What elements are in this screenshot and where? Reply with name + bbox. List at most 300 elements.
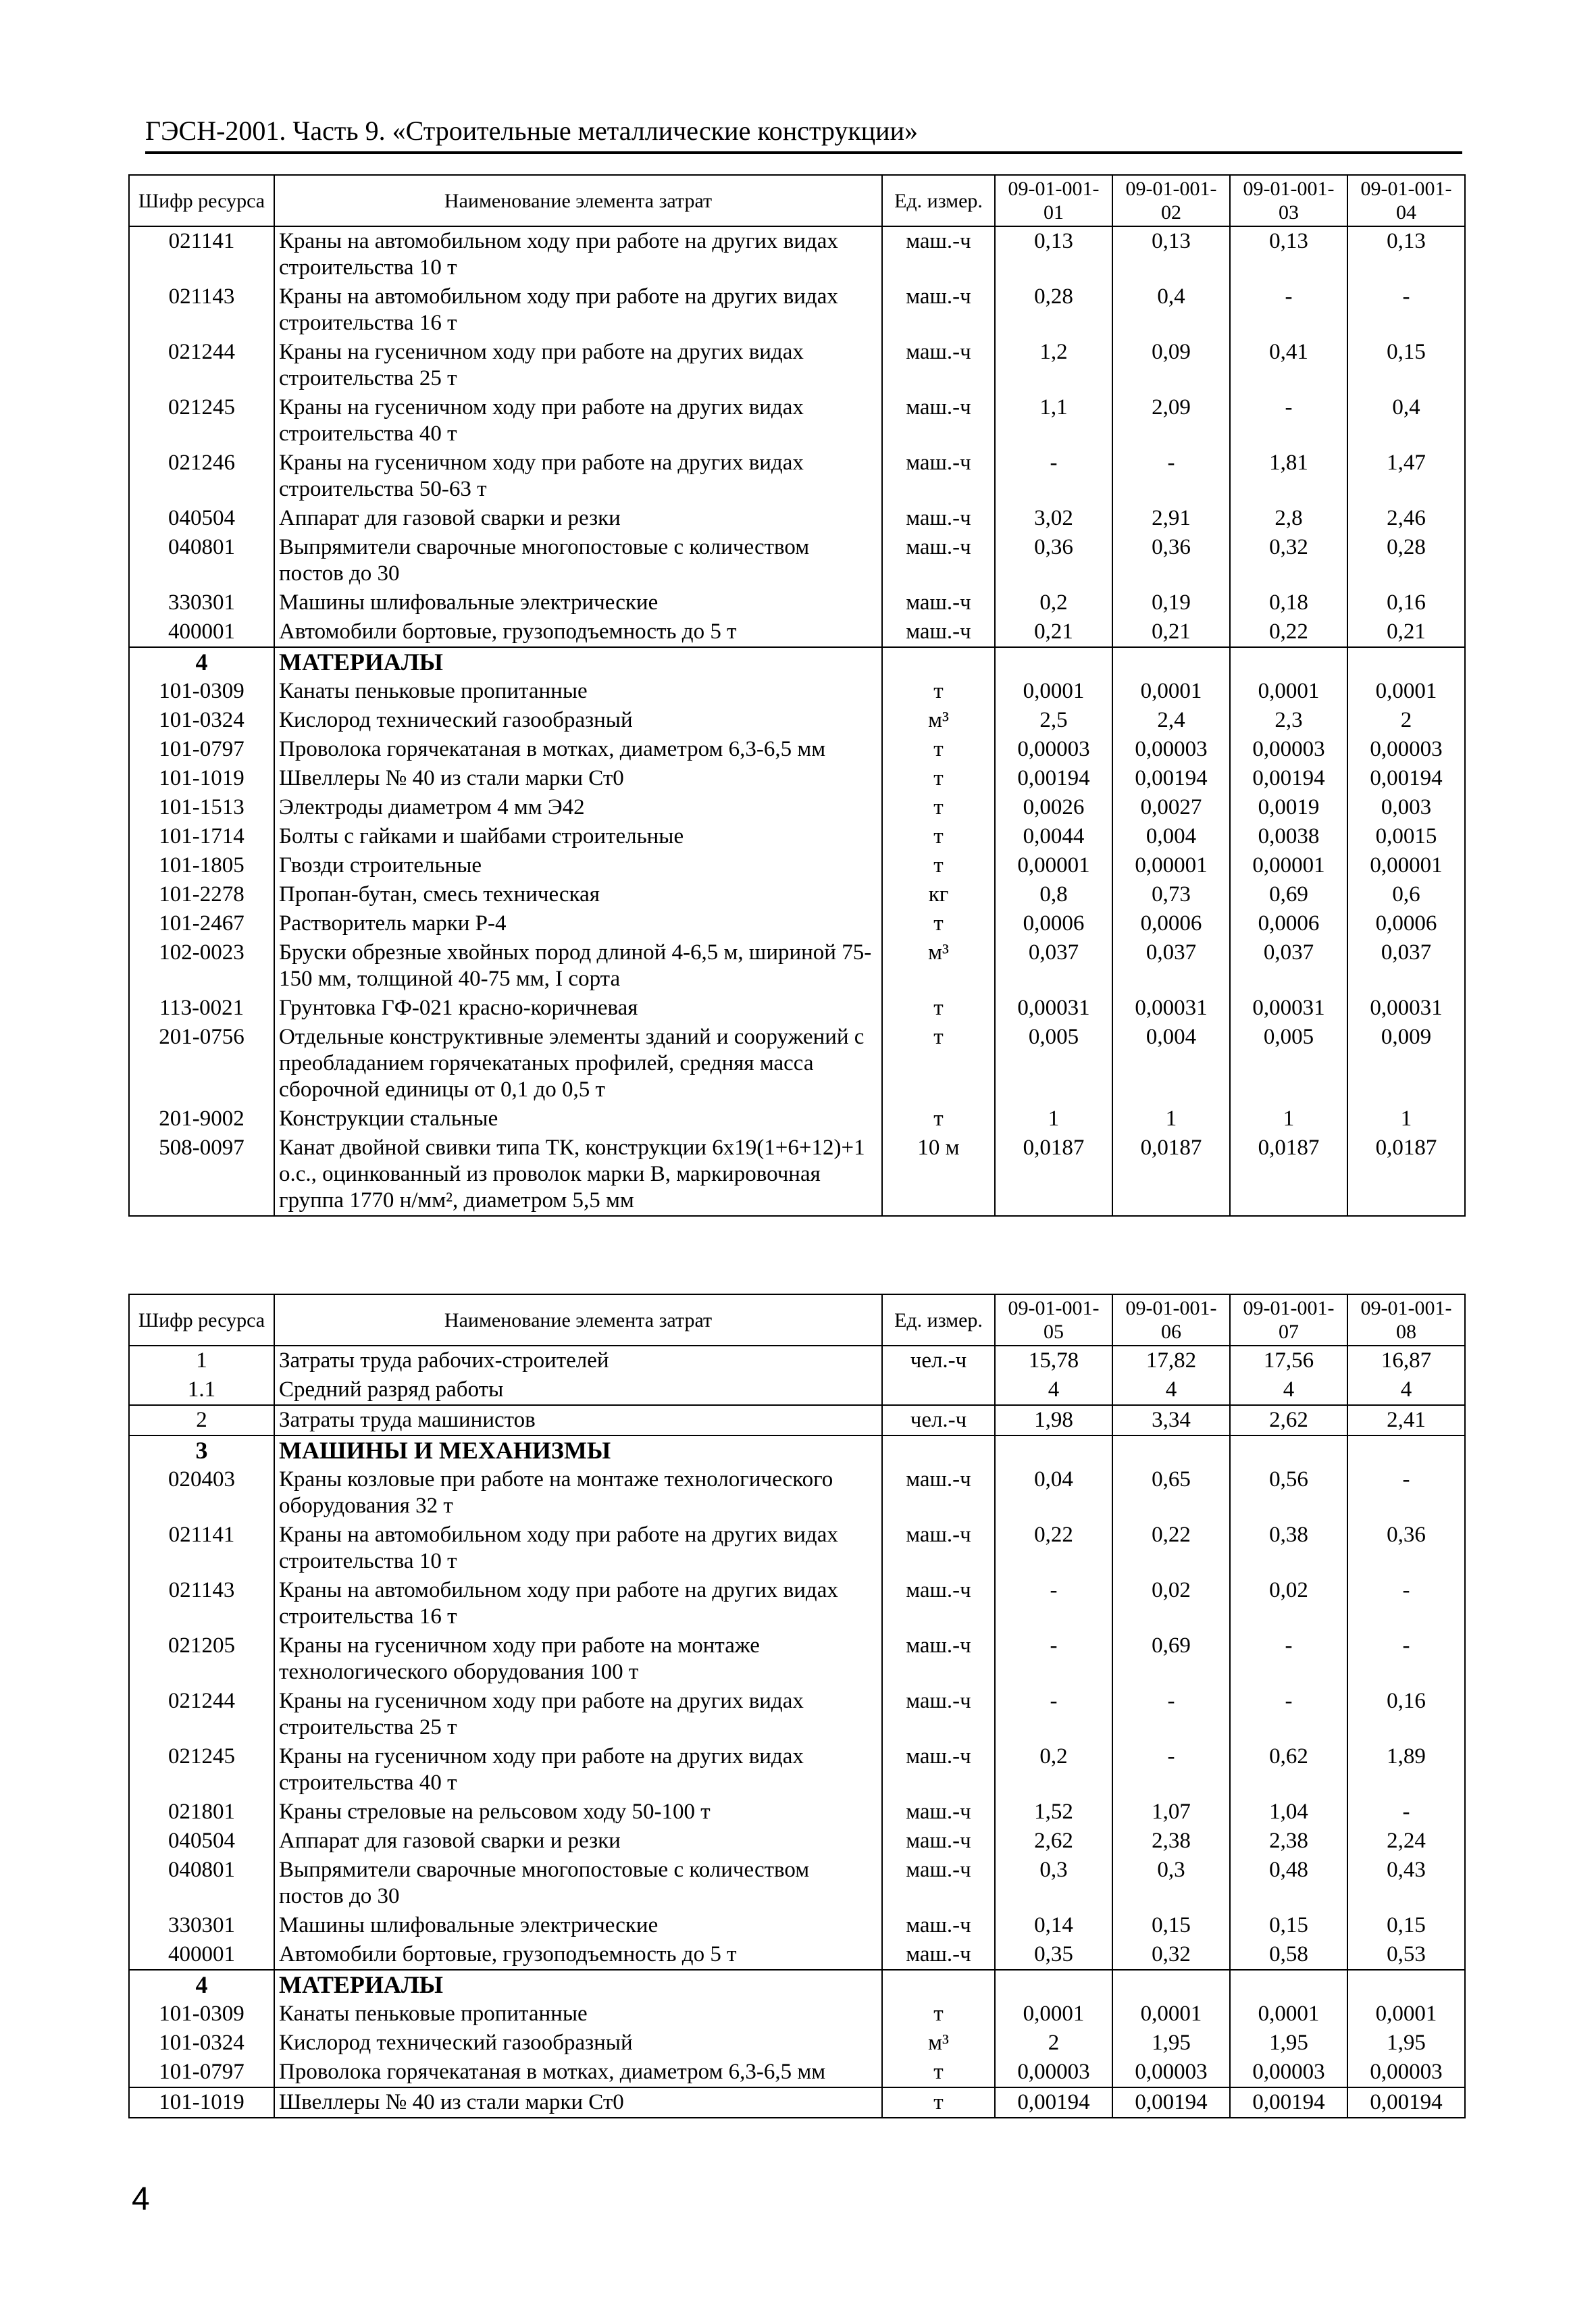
resource-code: 021141	[129, 226, 274, 282]
value-cell-1: 0,36	[995, 533, 1112, 588]
value-cell-3: 0,58	[1230, 1940, 1347, 1970]
value-cell-1: -	[995, 449, 1112, 504]
unit-cell: т	[882, 1023, 995, 1104]
unit-cell: маш.-ч	[882, 617, 995, 647]
resource-code: 021205	[129, 1631, 274, 1687]
value-cell-2: 17,82	[1112, 1346, 1230, 1375]
unit-cell: маш.-ч	[882, 1742, 995, 1798]
resource-name: Конструкции стальные	[274, 1104, 882, 1134]
section-title: МАШИНЫ И МЕХАНИЗМЫ	[274, 1435, 882, 1465]
resource-table-1	[128, 174, 1466, 1217]
section-row	[129, 1435, 1465, 1465]
table-row	[129, 226, 1465, 282]
value-cell-2: 1,07	[1112, 1798, 1230, 1827]
value-cell-2: 0,004	[1112, 822, 1230, 851]
resource-name: Машины шлифовальные электрические	[274, 588, 882, 617]
resource-code: 101-2278	[129, 880, 274, 909]
value-cell-2: 0,00194	[1112, 2087, 1230, 2118]
page-header: ГЭСН-2001. Часть 9. «Строительные металлические конструкции»	[145, 116, 1462, 154]
resource-name: Бруски обрезные хвойных пород длиной 4-6,5 м, шириной 75-150 мм, толщиной 40-75 мм, I сорта	[274, 938, 882, 994]
table-row	[129, 533, 1465, 588]
value-cell-2: 0,09	[1112, 338, 1230, 393]
resource-code: 330301	[129, 588, 274, 617]
value-cell-3: 1,95	[1230, 2029, 1347, 2058]
table-row	[129, 449, 1465, 504]
resource-code: 102-0023	[129, 938, 274, 994]
resource-code: 1	[129, 1346, 274, 1375]
resource-code: 101-0309	[129, 2000, 274, 2029]
value-cell-2: 0,00003	[1112, 735, 1230, 764]
value-cell-1: 0,00031	[995, 994, 1112, 1023]
table-header-row	[129, 175, 1465, 226]
header-name: Наименование элемента затрат	[274, 175, 882, 226]
table-row	[129, 793, 1465, 822]
resource-code: 040801	[129, 533, 274, 588]
resource-name: Автомобили бортовые, грузоподъемность до 5 т	[274, 617, 882, 647]
value-cell-4: 1,47	[1347, 449, 1465, 504]
unit-cell	[882, 1375, 995, 1405]
header-col-2: 09-01-001-02	[1112, 175, 1230, 226]
value-cell-4: 0,15	[1347, 338, 1465, 393]
unit-cell: 10 м	[882, 1134, 995, 1216]
value-cell-3: 0,0001	[1230, 2000, 1347, 2029]
resource-code: 330301	[129, 1911, 274, 1940]
value-cell-1: 0,00001	[995, 851, 1112, 880]
resource-code: 101-1805	[129, 851, 274, 880]
value-cell-1: 3,02	[995, 504, 1112, 533]
header-col-3: 09-01-001-03	[1230, 175, 1347, 226]
section-row	[129, 1970, 1465, 2000]
table-row	[129, 938, 1465, 994]
resource-code: 508-0097	[129, 1134, 274, 1216]
resource-code: 021244	[129, 338, 274, 393]
value-cell-4: 4	[1347, 1375, 1465, 1405]
header-col-1: 09-01-001-01	[995, 175, 1112, 226]
resource-name: Краны на гусеничном ходу при работе на других видах строительства 25 т	[274, 1687, 882, 1742]
header-col-1: 09-01-001-05	[995, 1294, 1112, 1346]
value-cell-4: 2,24	[1347, 1827, 1465, 1856]
table-row	[129, 2000, 1465, 2029]
value-cell-2: 0,13	[1112, 226, 1230, 282]
value-cell-2: -	[1112, 1742, 1230, 1798]
value-cell-3: 0,22	[1230, 617, 1347, 647]
unit-cell: маш.-ч	[882, 1856, 995, 1911]
value-cell-2: 0,00194	[1112, 764, 1230, 793]
resource-code: 113-0021	[129, 994, 274, 1023]
table-row	[129, 1742, 1465, 1798]
unit-cell: чел.-ч	[882, 1405, 995, 1435]
value-cell-4: 0,003	[1347, 793, 1465, 822]
value-cell-3: 1,04	[1230, 1798, 1347, 1827]
value-cell-3: 0,00003	[1230, 2058, 1347, 2087]
value-cell-3: 2,38	[1230, 1827, 1347, 1856]
value-cell-4: 0,00194	[1347, 764, 1465, 793]
value-cell-2: 2,4	[1112, 706, 1230, 735]
value-cell-2: 0,0187	[1112, 1134, 1230, 1216]
empty-cell	[1347, 1435, 1465, 1465]
resource-name: Отдельные конструктивные элементы зданий и сооружений с преобладанием горячекатаных профилей, средняя масса сборочной единицы от 0,1 до 0,5 т	[274, 1023, 882, 1104]
empty-cell	[1230, 1435, 1347, 1465]
resource-code: 2	[129, 1405, 274, 1435]
unit-cell: т	[882, 2087, 995, 2118]
value-cell-1: 0,037	[995, 938, 1112, 994]
value-cell-4: 0,037	[1347, 938, 1465, 994]
unit-cell: маш.-ч	[882, 1576, 995, 1631]
empty-cell	[1230, 647, 1347, 677]
value-cell-4: 0,00001	[1347, 851, 1465, 880]
resource-name: Кислород технический газообразный	[274, 706, 882, 735]
value-cell-1: 0,00194	[995, 764, 1112, 793]
resource-code: 021141	[129, 1521, 274, 1576]
unit-cell: маш.-ч	[882, 1940, 995, 1970]
empty-cell	[1112, 647, 1230, 677]
value-cell-2: 0,00001	[1112, 851, 1230, 880]
table-row	[129, 1856, 1465, 1911]
table-row	[129, 994, 1465, 1023]
unit-cell: маш.-ч	[882, 1631, 995, 1687]
resource-name: Проволока горячекатаная в мотках, диаметром 6,3-6,5 мм	[274, 2058, 882, 2087]
resource-name: Проволока горячекатаная в мотках, диаметром 6,3-6,5 мм	[274, 735, 882, 764]
table-row	[129, 2029, 1465, 2058]
value-cell-1: 2,5	[995, 706, 1112, 735]
value-cell-3: 0,037	[1230, 938, 1347, 994]
value-cell-4: 16,87	[1347, 1346, 1465, 1375]
value-cell-4: 0,0001	[1347, 2000, 1465, 2029]
value-cell-1: 0,005	[995, 1023, 1112, 1104]
value-cell-3: 0,02	[1230, 1576, 1347, 1631]
unit-cell: т	[882, 2000, 995, 2029]
value-cell-2: 0,19	[1112, 588, 1230, 617]
empty-cell	[1347, 647, 1465, 677]
table-row	[129, 909, 1465, 938]
header-col-4: 09-01-001-08	[1347, 1294, 1465, 1346]
value-cell-2: 0,69	[1112, 1631, 1230, 1687]
value-cell-1: 0,00003	[995, 2058, 1112, 2087]
resource-name: Швеллеры № 40 из стали марки Ст0	[274, 764, 882, 793]
value-cell-1: 0,14	[995, 1911, 1112, 1940]
value-cell-2: 2,91	[1112, 504, 1230, 533]
table-row	[129, 504, 1465, 533]
resource-name: Растворитель марки Р-4	[274, 909, 882, 938]
value-cell-4: 0,4	[1347, 393, 1465, 449]
unit-cell: маш.-ч	[882, 226, 995, 282]
resource-name: Электроды диаметром 4 мм Э42	[274, 793, 882, 822]
resource-name: Аппарат для газовой сварки и резки	[274, 1827, 882, 1856]
value-cell-1: 1,1	[995, 393, 1112, 449]
resource-name: Затраты труда машинистов	[274, 1405, 882, 1435]
resource-name: Затраты труда рабочих-строителей	[274, 1346, 882, 1375]
section-code: 3	[129, 1435, 274, 1465]
value-cell-4: 0,13	[1347, 226, 1465, 282]
resource-name: Болты с гайками и шайбами строительные	[274, 822, 882, 851]
resource-code: 021245	[129, 393, 274, 449]
value-cell-3: 2,3	[1230, 706, 1347, 735]
unit-cell: маш.-ч	[882, 393, 995, 449]
value-cell-4: 1,95	[1347, 2029, 1465, 2058]
header-unit: Ед. измер.	[882, 1294, 995, 1346]
value-cell-3: 0,00194	[1230, 764, 1347, 793]
value-cell-1: -	[995, 1576, 1112, 1631]
value-cell-2: 0,4	[1112, 282, 1230, 338]
value-cell-3: 0,0038	[1230, 822, 1347, 851]
value-cell-4: 0,6	[1347, 880, 1465, 909]
table-row	[129, 282, 1465, 338]
value-cell-1: 1	[995, 1104, 1112, 1134]
resource-name: Краны на гусеничном ходу при работе на других видах строительства 25 т	[274, 338, 882, 393]
unit-cell: т	[882, 735, 995, 764]
section-code: 4	[129, 647, 274, 677]
unit-cell: т	[882, 793, 995, 822]
value-cell-4: 0,00003	[1347, 2058, 1465, 2087]
value-cell-1: 0,28	[995, 282, 1112, 338]
value-cell-4: 0,53	[1347, 1940, 1465, 1970]
value-cell-4: 0,0187	[1347, 1134, 1465, 1216]
resource-code: 101-1019	[129, 2087, 274, 2118]
resource-name: Кислород технический газообразный	[274, 2029, 882, 2058]
value-cell-2: 0,15	[1112, 1911, 1230, 1940]
unit-cell: маш.-ч	[882, 1521, 995, 1576]
resource-name: Гвозди строительные	[274, 851, 882, 880]
empty-cell	[995, 1970, 1112, 2000]
resource-name: Выпрямители сварочные многопостовые с количеством постов до 30	[274, 533, 882, 588]
value-cell-3: 0,00003	[1230, 735, 1347, 764]
resource-code: 040504	[129, 1827, 274, 1856]
unit-cell: т	[882, 764, 995, 793]
resource-code: 101-0324	[129, 706, 274, 735]
value-cell-1: 0,00194	[995, 2087, 1112, 2118]
table-row	[129, 2058, 1465, 2087]
value-cell-2: 0,65	[1112, 1465, 1230, 1521]
value-cell-2: 1,95	[1112, 2029, 1230, 2058]
value-cell-1: 0,22	[995, 1521, 1112, 1576]
value-cell-3: -	[1230, 393, 1347, 449]
resource-name: Автомобили бортовые, грузоподъемность до 5 т	[274, 1940, 882, 1970]
unit-cell: маш.-ч	[882, 1911, 995, 1940]
resource-name: Выпрямители сварочные многопостовые с количеством постов до 30	[274, 1856, 882, 1911]
resource-name: Средний разряд работы	[274, 1375, 882, 1405]
table-row	[129, 617, 1465, 647]
resource-code: 021246	[129, 449, 274, 504]
value-cell-2: 0,00003	[1112, 2058, 1230, 2087]
value-cell-2: 3,34	[1112, 1405, 1230, 1435]
empty-cell	[995, 1435, 1112, 1465]
table-row	[129, 735, 1465, 764]
unit-cell: чел.-ч	[882, 1346, 995, 1375]
value-cell-4: 0,0006	[1347, 909, 1465, 938]
value-cell-1: 0,0026	[995, 793, 1112, 822]
table-row	[129, 706, 1465, 735]
unit-cell: т	[882, 851, 995, 880]
resource-code: 101-0324	[129, 2029, 274, 2058]
section-title: МАТЕРИАЛЫ	[274, 647, 882, 677]
resource-name: Краны на автомобильном ходу при работе на других видах строительства 10 т	[274, 226, 882, 282]
resource-name: Канаты пеньковые пропитанные	[274, 2000, 882, 2029]
table-row	[129, 338, 1465, 393]
value-cell-1: 0,0044	[995, 822, 1112, 851]
value-cell-2: 0,02	[1112, 1576, 1230, 1631]
empty-cell	[1112, 1435, 1230, 1465]
value-cell-1: 0,13	[995, 226, 1112, 282]
resource-name: Краны на автомобильном ходу при работе на других видах строительства 16 т	[274, 1576, 882, 1631]
resource-code: 201-0756	[129, 1023, 274, 1104]
section-row	[129, 647, 1465, 677]
value-cell-2: 0,0001	[1112, 2000, 1230, 2029]
value-cell-1: 0,04	[995, 1465, 1112, 1521]
resource-code: 400001	[129, 1940, 274, 1970]
unit-cell: м³	[882, 938, 995, 994]
value-cell-2: 0,3	[1112, 1856, 1230, 1911]
resource-table-2	[128, 1294, 1466, 2118]
header-code: Шифр ресурса	[129, 1294, 274, 1346]
value-cell-1: 0,21	[995, 617, 1112, 647]
value-cell-4: 0,16	[1347, 588, 1465, 617]
value-cell-2: 0,037	[1112, 938, 1230, 994]
resource-name: Пропан-бутан, смесь техническая	[274, 880, 882, 909]
section-code: 4	[129, 1970, 274, 2000]
value-cell-3: 0,00031	[1230, 994, 1347, 1023]
value-cell-2: 4	[1112, 1375, 1230, 1405]
empty-cell	[1347, 1970, 1465, 2000]
value-cell-2: 0,004	[1112, 1023, 1230, 1104]
header-unit: Ед. измер.	[882, 175, 995, 226]
resource-code: 101-1019	[129, 764, 274, 793]
table-row	[129, 1134, 1465, 1216]
value-cell-4: 0,00194	[1347, 2087, 1465, 2118]
resource-name: Краны на гусеничном ходу при работе на других видах строительства 40 т	[274, 1742, 882, 1798]
value-cell-2: -	[1112, 1687, 1230, 1742]
unit-cell: маш.-ч	[882, 282, 995, 338]
resource-name: Канат двойной свивки типа ТК, конструкции 6х19(1+6+12)+1 о.с., оцинкованный из проволок марки В, маркировочная группа 1770 н/мм², диаметром 5,5 мм	[274, 1134, 882, 1216]
value-cell-1: 0,3	[995, 1856, 1112, 1911]
value-cell-1: 1,52	[995, 1798, 1112, 1827]
resource-name: Краны на гусеничном ходу при работе на других видах строительства 40 т	[274, 393, 882, 449]
value-cell-3: 0,38	[1230, 1521, 1347, 1576]
value-cell-4: 0,28	[1347, 533, 1465, 588]
resource-code: 101-0309	[129, 677, 274, 706]
unit-cell: маш.-ч	[882, 1827, 995, 1856]
value-cell-4: 0,43	[1347, 1856, 1465, 1911]
table-row	[129, 677, 1465, 706]
value-cell-4: -	[1347, 1465, 1465, 1521]
value-cell-2: 2,09	[1112, 393, 1230, 449]
value-cell-4: -	[1347, 1576, 1465, 1631]
resource-code: 101-0797	[129, 2058, 274, 2087]
table-row	[129, 1940, 1465, 1970]
resource-code: 021801	[129, 1798, 274, 1827]
resource-name: Краны стреловые на рельсовом ходу 50-100 т	[274, 1798, 882, 1827]
table-row	[129, 822, 1465, 851]
value-cell-3: 0,0019	[1230, 793, 1347, 822]
value-cell-4: 0,00031	[1347, 994, 1465, 1023]
resource-name: Краны на автомобильном ходу при работе на других видах строительства 16 т	[274, 282, 882, 338]
resource-code: 021244	[129, 1687, 274, 1742]
resource-code: 101-0797	[129, 735, 274, 764]
empty-cell	[882, 647, 995, 677]
table-row	[129, 1346, 1465, 1375]
value-cell-3: -	[1230, 282, 1347, 338]
value-cell-3: 0,005	[1230, 1023, 1347, 1104]
value-cell-4: 0,0015	[1347, 822, 1465, 851]
value-cell-4: 1	[1347, 1104, 1465, 1134]
table-row	[129, 393, 1465, 449]
unit-cell: т	[882, 822, 995, 851]
value-cell-1: 0,0187	[995, 1134, 1112, 1216]
unit-cell: маш.-ч	[882, 588, 995, 617]
resource-name: Краны козловые при работе на монтаже технологического оборудования 32 т	[274, 1465, 882, 1521]
value-cell-1: 0,0001	[995, 2000, 1112, 2029]
value-cell-3: 0,15	[1230, 1911, 1347, 1940]
value-cell-1: 2,62	[995, 1827, 1112, 1856]
value-cell-1: -	[995, 1687, 1112, 1742]
unit-cell: маш.-ч	[882, 338, 995, 393]
value-cell-2: 0,22	[1112, 1521, 1230, 1576]
table-header-row	[129, 1294, 1465, 1346]
resource-name: Машины шлифовальные электрические	[274, 1911, 882, 1940]
resource-code: 101-2467	[129, 909, 274, 938]
value-cell-3: -	[1230, 1687, 1347, 1742]
table-row	[129, 1023, 1465, 1104]
value-cell-4: 2,41	[1347, 1405, 1465, 1435]
resource-name: Краны на гусеничном ходу при работе на монтаже технологического оборудования 100 т	[274, 1631, 882, 1687]
value-cell-3: 0,48	[1230, 1856, 1347, 1911]
value-cell-2: 2,38	[1112, 1827, 1230, 1856]
resource-name: Грунтовка ГФ-021 красно-коричневая	[274, 994, 882, 1023]
value-cell-3: 0,00001	[1230, 851, 1347, 880]
value-cell-4: 0,36	[1347, 1521, 1465, 1576]
value-cell-3: 0,56	[1230, 1465, 1347, 1521]
value-cell-4: 0,009	[1347, 1023, 1465, 1104]
resource-name: Швеллеры № 40 из стали марки Ст0	[274, 2087, 882, 2118]
value-cell-3: 2,62	[1230, 1405, 1347, 1435]
value-cell-1: 0,0006	[995, 909, 1112, 938]
resource-name: Краны на гусеничном ходу при работе на других видах строительства 50-63 т	[274, 449, 882, 504]
table-row	[129, 1798, 1465, 1827]
table-row	[129, 1104, 1465, 1134]
table-row	[129, 764, 1465, 793]
value-cell-3: 0,41	[1230, 338, 1347, 393]
page-number: 4	[132, 2181, 150, 2217]
value-cell-4: 0,15	[1347, 1911, 1465, 1940]
value-cell-3: 2,8	[1230, 504, 1347, 533]
value-cell-4: 0,21	[1347, 617, 1465, 647]
unit-cell: маш.-ч	[882, 1798, 995, 1827]
value-cell-1: 0,00003	[995, 735, 1112, 764]
resource-code: 1.1	[129, 1375, 274, 1405]
empty-cell	[1230, 1970, 1347, 2000]
unit-cell: м³	[882, 2029, 995, 2058]
value-cell-3: 0,0187	[1230, 1134, 1347, 1216]
value-cell-3: 0,62	[1230, 1742, 1347, 1798]
value-cell-2: 0,36	[1112, 533, 1230, 588]
table-row	[129, 1375, 1465, 1405]
value-cell-2: 0,21	[1112, 617, 1230, 647]
unit-cell: м³	[882, 706, 995, 735]
table-row	[129, 1465, 1465, 1521]
table-row	[129, 880, 1465, 909]
unit-cell: т	[882, 677, 995, 706]
resource-name: Канаты пеньковые пропитанные	[274, 677, 882, 706]
table-row	[129, 2087, 1465, 2118]
resource-code: 201-9002	[129, 1104, 274, 1134]
value-cell-4: -	[1347, 282, 1465, 338]
table-row	[129, 1911, 1465, 1940]
value-cell-1: 0,0001	[995, 677, 1112, 706]
value-cell-3: -	[1230, 1631, 1347, 1687]
value-cell-1: 1,98	[995, 1405, 1112, 1435]
header-col-2: 09-01-001-06	[1112, 1294, 1230, 1346]
header-name: Наименование элемента затрат	[274, 1294, 882, 1346]
unit-cell: т	[882, 2058, 995, 2087]
